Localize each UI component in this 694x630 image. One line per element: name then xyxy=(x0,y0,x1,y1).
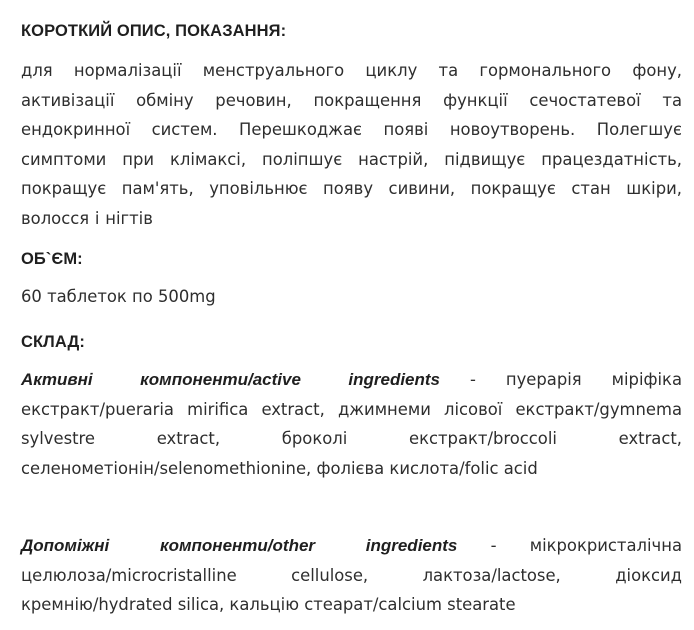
volume-text: 60 таблеток по 500mg xyxy=(21,287,216,306)
other-ingredients-text: - мікрокристалічна целюлоза/microcristalline cellulose, лактоза/lactose, діоксид кремнію/hydrated silica, кальцію стеарат/calcium stearate xyxy=(21,536,682,615)
description-text: для нормалізації менструального циклу та гормонального фону, активізації обміну речовин, покращення функції сечостатевої та ендокринної систем. Перешкоджає появі новоутворень. Полегшує симптоми при клімаксі, поліпшує настрій, підвищує працездатність, покращує пам'ять, уповільнює появу сивини, покращує стан шкіри, волосся і нігтів xyxy=(21,61,682,228)
active-ingredients xyxy=(21,365,682,483)
other-ingredients xyxy=(21,531,682,620)
description-heading: КОРОТКИЙ ОПИС, ПОКАЗАННЯ: xyxy=(21,22,287,40)
volume-heading: ОБ`ЄМ: xyxy=(21,250,83,268)
active-ingredients-text: - пуерарія міріфіка екстракт/pueraria mirifica extract, джимнеми лісової екстракт/gymnema sylvestre extract, броколі екстракт/broccoli extract, селенометіонін/selenomethionine, фолієва кислота/folic acid xyxy=(21,370,683,478)
other-ingredients-label: Допоміжні компоненти/other ingredients xyxy=(21,536,458,555)
active-ingredients-label: Активні компоненти/active ingredients xyxy=(21,370,441,389)
composition-heading: СКЛАД: xyxy=(21,333,85,351)
